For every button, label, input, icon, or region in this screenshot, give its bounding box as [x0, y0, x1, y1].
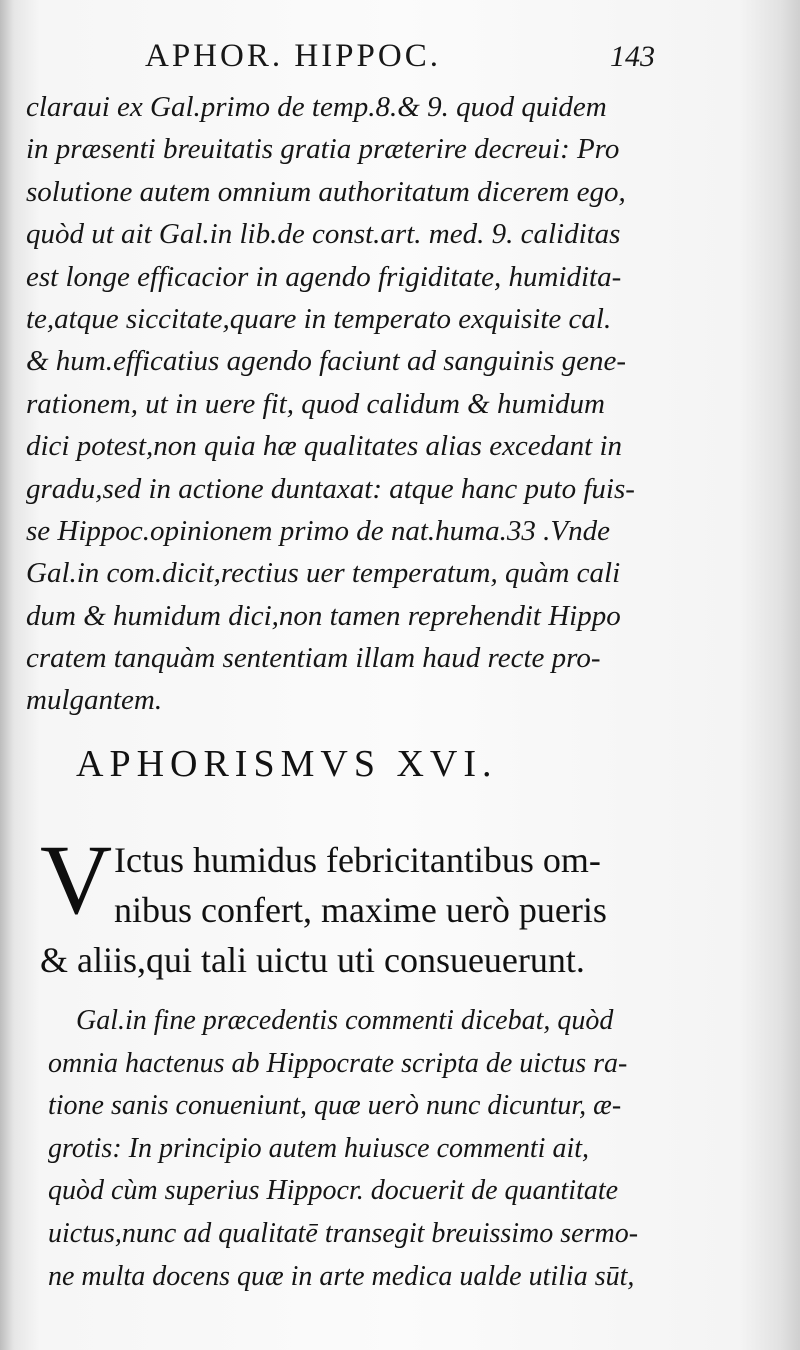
- aphorism-line: nibus confert, maxime uerò pueris: [114, 890, 607, 930]
- text-line: dici potest,non quia hæ qualitates alias excedant in: [26, 430, 623, 463]
- drop-cap: V: [40, 824, 113, 935]
- text-line: se Hippoc.opinionem primo de nat.huma.33 .Vnde: [26, 514, 610, 547]
- text-line: cratem tanquàm sententiam illam haud recte pro-: [26, 642, 601, 675]
- text-line: quòd ut ait Gal.in lib.de const.art. med. 9. caliditas: [26, 218, 621, 251]
- continued-commentary: [26, 86, 666, 722]
- text-line: tione sanis conueniunt, quæ uerò nunc dicuntur, æ-: [48, 1090, 622, 1122]
- commentary-text: [48, 1000, 688, 1298]
- section-heading: APHORISMVS XVI.: [76, 743, 498, 785]
- text-line: Gal.in fine præcedentis commenti dicebat, quòd: [76, 1005, 614, 1036]
- text-line: in præsenti breuitatis gratia præterire decreui: Pro: [26, 133, 620, 166]
- text-line: te,atque siccitate,quare in temperato exquisite cal.: [26, 302, 612, 335]
- aphorism-line: Ictus humidus febricitantibus om-: [114, 840, 601, 880]
- aphorism-text: [40, 824, 720, 988]
- text-line: ne multa docens quæ in arte medica ualde utilia sūt,: [48, 1260, 635, 1292]
- text-line: quòd cùm superius Hippocr. docuerit de quantitate: [48, 1175, 619, 1207]
- text-line: claraui ex Gal.primo de temp.8.& 9. quod quidem: [26, 91, 607, 123]
- text-line: dum & humidum dici,non tamen reprehendit Hippo: [26, 599, 621, 632]
- text-line: omnia hactenus ab Hippocrate scripta de uictus ra-: [48, 1047, 628, 1079]
- text-line: gradu,sed in actione duntaxat: atque hanc puto fuis-: [26, 472, 635, 505]
- running-head: APHOR. HIPPOC.: [145, 38, 441, 74]
- text-line: mulgantem.: [26, 684, 163, 717]
- page-number: 143: [610, 40, 655, 73]
- text-line: est longe efficacior in agendo frigiditate, humidita-: [26, 260, 622, 293]
- text-line: uictus,nunc ad qualitatē transegit breuissimo sermo-: [48, 1217, 639, 1249]
- text-line: grotis: In principio autem huiusce commenti ait,: [48, 1132, 589, 1164]
- aphorism-line: & aliis,qui tali uictu uti consueuerunt.: [40, 940, 585, 980]
- text-line: rationem, ut in uere fit, quod calidum & humidum: [26, 387, 605, 420]
- text-line: & hum.efficatius agendo faciunt ad sanguinis gene-: [26, 345, 627, 378]
- page-header: [145, 38, 655, 82]
- text-line: solutione autem omnium authoritatum dicerem ego,: [26, 175, 626, 208]
- text-line: Gal.in com.dicit,rectius uer temperatum, quàm cali: [26, 557, 621, 590]
